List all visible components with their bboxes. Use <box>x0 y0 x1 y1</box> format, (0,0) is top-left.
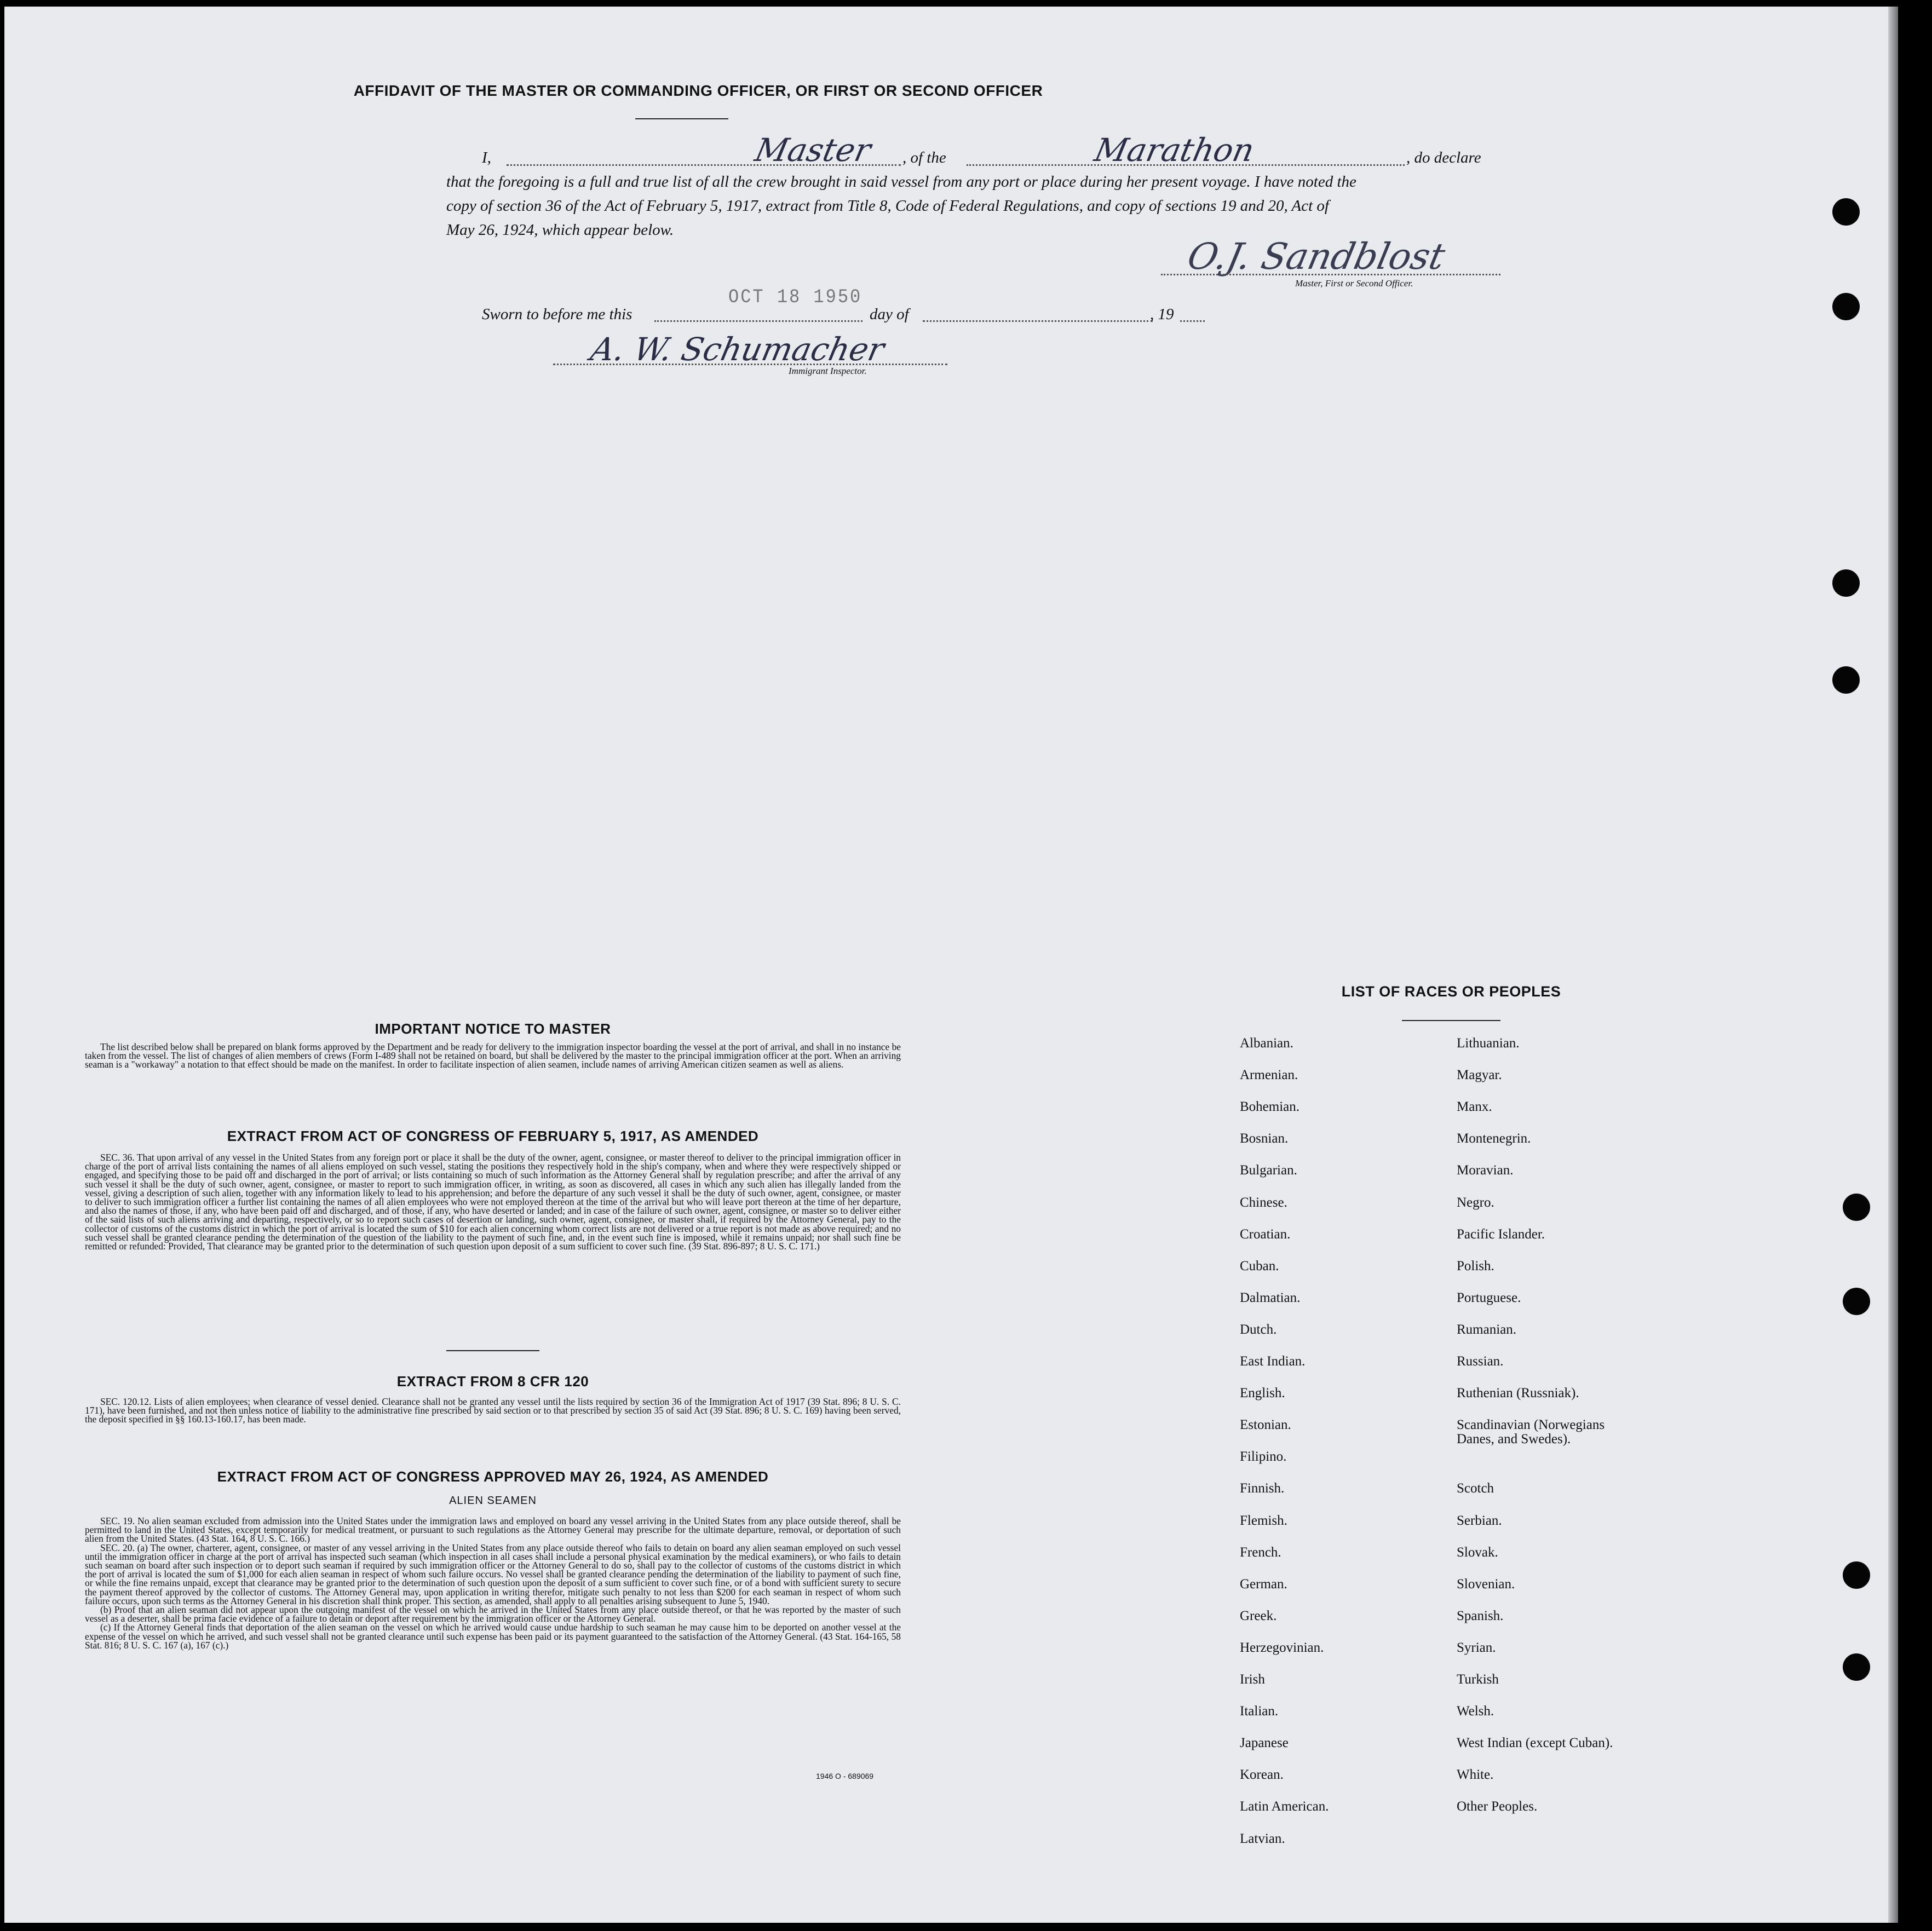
race-entry: Bohemian. <box>1240 1099 1300 1114</box>
inspector-signature: A. W. Schumacher <box>587 331 888 368</box>
affidavit-line-2: that the foregoing is a full and true list of all the crew brought in said vessel from any port or place during her present voyage. I have noted the <box>446 173 1356 191</box>
race-entry: Dalmatian. <box>1240 1290 1301 1305</box>
race-entry: Montenegrin. <box>1457 1131 1531 1146</box>
year-blank <box>1180 320 1205 322</box>
master-signature: O.J. Sandblost <box>1183 235 1449 278</box>
race-entry: Armenian. <box>1240 1068 1298 1082</box>
race-entry: Portuguese. <box>1457 1290 1521 1305</box>
race-entry: Cuban. <box>1240 1259 1279 1273</box>
race-entry: Negro. <box>1457 1195 1494 1210</box>
punch-hole <box>1843 1561 1870 1589</box>
extract-1924-title: EXTRACT FROM ACT OF CONGRESS APPROVED MAY 26, 1924, AS AMENDED <box>217 1468 769 1485</box>
race-entry: East Indian. <box>1240 1354 1306 1369</box>
race-entry: Korean. <box>1240 1767 1284 1782</box>
race-entry: Serbian. <box>1457 1513 1502 1528</box>
punch-hole <box>1843 1653 1870 1681</box>
inspector-line <box>553 364 947 365</box>
master-handwritten: Master <box>751 131 875 169</box>
race-entry: Slovenian. <box>1457 1577 1515 1592</box>
race-entry: Turkish <box>1457 1672 1499 1687</box>
race-entry: West Indian (except Cuban). <box>1457 1736 1613 1750</box>
race-entry: Croatian. <box>1240 1227 1291 1242</box>
affidavit-i: I, <box>482 149 491 166</box>
section-20c-paragraph: (c) If the Attorney General finds that deportation of the alien seaman on the vessel on which he arrived would cause undue hardship to such seaman he may cause him to be deported on another vessel at the expense of the vessel on which he arrived, and such vessel shall not be granted clearance until such expense has been paid or its payment guaranteed to the satisfaction of the Attorney General. (43 Stat. 164-165, 58 Stat. 816; 8 U. S. C. 167 (a), 167 (c).) <box>85 1622 901 1651</box>
month-blank <box>923 320 1153 322</box>
races-title-rule <box>1402 1020 1500 1021</box>
page-edge-shadow <box>1888 7 1898 1923</box>
race-entry: Finnish. <box>1240 1481 1285 1496</box>
punch-hole <box>1843 1288 1870 1315</box>
sworn-day-blank <box>654 320 863 322</box>
race-entry: Italian. <box>1240 1704 1279 1719</box>
race-entry: Chinese. <box>1240 1195 1287 1210</box>
race-entry: Slovak. <box>1457 1545 1498 1560</box>
punch-hole <box>1832 293 1860 320</box>
race-entry: White. <box>1457 1767 1494 1782</box>
extract-8cfr-title: EXTRACT FROM 8 CFR 120 <box>396 1373 589 1390</box>
affidavit-title: AFFIDAVIT OF THE MASTER OR COMMANDING OFFICER, OR FIRST OR SECOND OFFICER <box>353 82 1043 99</box>
print-code: 1946 O - 689069 <box>816 1772 874 1780</box>
race-entry: English. <box>1240 1386 1285 1400</box>
race-entry: Magyar. <box>1457 1068 1502 1082</box>
signature-line <box>1161 274 1500 275</box>
race-entry: Other Peoples. <box>1457 1799 1538 1814</box>
sworn-text: Sworn to before me this <box>482 305 633 323</box>
year-text: , 19 <box>1150 305 1174 323</box>
race-entry: German. <box>1240 1577 1287 1592</box>
section-20b-paragraph: (b) Proof that an alien seaman did not appear upon the outgoing manifest of the vessel on which he arrived in the United States from any place outside thereof, or that he was reported by the master of such vessel as a deserter, shall be prima facie evidence of a failure to detain or deport after requirement by the immigration officer or the Attorney General. <box>85 1604 901 1624</box>
race-entry: Rumanian. <box>1457 1322 1517 1337</box>
race-entry: Bosnian. <box>1240 1131 1289 1146</box>
day-of-text: day of <box>870 305 909 323</box>
extract-1924-body <box>85 1517 901 1650</box>
title-rule <box>635 118 728 119</box>
race-entry: Bulgarian. <box>1240 1163 1297 1178</box>
race-entry: Ruthenian (Russniak). <box>1457 1386 1579 1400</box>
alien-seamen-subtitle: ALIEN SEAMEN <box>449 1495 537 1507</box>
section-rule <box>446 1350 539 1351</box>
extract-1917-body <box>85 1153 901 1250</box>
signature-caption: Master, First or Second Officer. <box>1295 278 1413 289</box>
race-entry: Scandinavian (Norwegians Danes, and Swedes). <box>1457 1417 1605 1446</box>
extract-8cfr-body <box>85 1397 901 1424</box>
race-entry: Manx. <box>1457 1099 1492 1114</box>
section-120-paragraph: SEC. 120.12. Lists of alien employees; when clearance of vessel denied. Clearance shall not be granted any vessel until the lists required by section 36 of the Immigration Act of 1917 (39 Stat. 896; 8 U. S. C. 171), have been furnished, and not then unless notice of liability to the administrative fine prescribed by said section or to that prescribed by section 35 of said Act (39 Stat. 896; 8 U. S. C. 169) having been served, the deposit specified in §§ 160.13-160.17, has been made. <box>85 1396 901 1425</box>
punch-hole <box>1832 198 1860 226</box>
races-title: LIST OF RACES OR PEOPLES <box>1341 983 1561 1000</box>
race-entry: Greek. <box>1240 1609 1277 1623</box>
punch-hole <box>1832 569 1860 597</box>
race-entry: Spanish. <box>1457 1609 1504 1623</box>
race-entry: Herzegovinian. <box>1240 1640 1324 1655</box>
race-entry: Filipino. <box>1240 1449 1287 1464</box>
race-entry: Albanian. <box>1240 1036 1293 1051</box>
race-entry: Irish <box>1240 1672 1265 1687</box>
affidavit-of-the: , of the <box>902 149 946 166</box>
race-entry: Lithuanian. <box>1457 1036 1520 1051</box>
race-entry: French. <box>1240 1545 1281 1560</box>
affidavit-line-4: May 26, 1924, which appear below. <box>446 221 674 239</box>
race-entry: Scotch <box>1457 1481 1494 1496</box>
race-entry: Welsh. <box>1457 1704 1494 1719</box>
race-entry: Latvian. <box>1240 1831 1285 1846</box>
race-entry: Estonian. <box>1240 1417 1291 1432</box>
race-entry: Russian. <box>1457 1354 1504 1369</box>
section-36-paragraph: SEC. 36. That upon arrival of any vessel in the United States from any foreign port or place it shall be the duty of the owner, agent, consignee, or master thereof to deliver to the principal immigration officer in charge of the port of arrival lists containing the names of all aliens employed on such vessel, stating the positions they respectively hold in the ship's company, when and where they were respectively shipped or engaged, and specifying those to be paid off and discharged in the port of arrival; or lists containing so much of such information as the Attorney General shall by regulation prescribe; and after the arrival of any such vessel it shall be the duty of such owner, agent, consignee, or master to report to such immigration officer, in writing, as soon as discovered, all cases in which any such alien has illegally landed from the vessel, giving a description of such alien, together with any information likely to lead to his apprehension; and before the departure of any such vessel it shall be the duty of such owner, agent, consignee, or master to deliver to such immigration officer a further list containing the names of all alien employees who were not employed thereon at the time of the arrival but who will leave port thereon at the time of her departure, and also the names of those, if any, who have been paid off and discharged, and of those, if any, who have deserted or landed; and in case of the failure of such owner, agent, consignee, or master so to deliver either of the said lists of such aliens arriving and departing, respectively, or so to report such cases of desertion or landing, such owner, agent, consignee, or master shall, if required by the Attorney General, pay to the collector of customs of the customs district in which the port of arrival is located the sum of $10 for each alien concerning whom correct lists are not delivered or a true report is not made as above required; and no such vessel shall be granted clearance pending the determination of the question of the liability to the payment of such fine, and, in the event such fine is imposed, while it remains unpaid; nor shall such fine be remitted or refunded: Provided, That clearance may be granted prior to the determination of such question upon deposit of a sum sufficient to cover such fine. (39 Stat. 896-897; 8 U. S. C. 171.) <box>85 1152 901 1252</box>
section-19-paragraph: SEC. 19. No alien seaman excluded from admission into the United States under the immigration laws and employed on board any vessel arriving in the United States from any place outside thereof, shall be permitted to land in the United States, except temporarily for medical treatment, or pursuant to such regulations as the Attorney General may prescribe for the ultimate departure, removal, or deportation of such alien from the United States. (43 Stat. 164, 8 U. S. C. 166.) <box>85 1515 901 1544</box>
notice-body <box>85 1042 901 1069</box>
race-entry: Moravian. <box>1457 1163 1514 1178</box>
race-entry: Pacific Islander. <box>1457 1227 1545 1242</box>
section-20a-paragraph: SEC. 20. (a) The owner, charterer, agent, consignee, or master of any vessel arriving in the United States from any place outside thereof who fails to detain on board any alien seaman employed on such vessel until the immigration officer in charge at the port of arrival has inspected such seaman (which inspection in all cases shall include a personal physical examination by the medical examiners), or who fails to detain such seaman on board after such inspection or to deport such seaman if required by such immigration officer or the Attorney General to do so, shall pay to the collector of customs of the customs district in which the port of arrival is located the sum of $1,000 for each alien seaman in respect of whom such failure occurs. No vessel shall be granted clearance pending the determination of the liability to payment of such fine, or while the fine remains unpaid, except that clearance may be granted prior to the determination of such question upon the deposit of a sum sufficient to cover such fine, or of a bond with sufficient surety to secure the payment thereof approved by the collector of customs. The Attorney General may, upon application in writing therefor, mitigate such penalty to not less than $200 for each seaman in respect of whom such failure occurs, upon such terms as the Attorney General in his discretion shall think proper. This section, as amended, shall apply to all penalties arising subsequent to June 5, 1940. <box>85 1542 901 1606</box>
notice-title: IMPORTANT NOTICE TO MASTER <box>375 1021 611 1037</box>
punch-hole <box>1843 1194 1870 1221</box>
extract-1917-title: EXTRACT FROM ACT OF CONGRESS OF FEBRUARY 5, 1917, AS AMENDED <box>227 1128 759 1144</box>
race-entry: Dutch. <box>1240 1322 1277 1337</box>
race-entry: Polish. <box>1457 1259 1494 1273</box>
race-entry: Syrian. <box>1457 1640 1496 1655</box>
date-stamp: OCT 18 1950 <box>728 286 863 308</box>
affidavit-line-3: copy of section 36 of the Act of February 5, 1917, extract from Title 8, Code of Federal Regulations, and copy of sections 19 and 20, Act of <box>446 197 1329 215</box>
race-entry: Flemish. <box>1240 1513 1287 1528</box>
inspector-caption: Immigrant Inspector. <box>789 366 867 376</box>
race-entry: Japanese <box>1240 1736 1289 1750</box>
affidavit-declare: , do declare <box>1406 149 1481 166</box>
notice-paragraph: The list described below shall be prepared on blank forms approved by the Department and be ready for delivery to the immigration inspector boarding the vessel at the port of arrival, and shall in no instance be taken from the vessel. The list of changes of alien members of crews (Form I-489 shall not be retained on board, but shall be delivered by the master to the principal immigration officer at the port. When an arriving seaman is a "workaway" a notation to that effect should be made on the manifest. In order to facilitate inspection of alien seamen, include names of arriving American citizen seamen as well as aliens. <box>85 1041 901 1070</box>
punch-hole <box>1832 666 1860 694</box>
vessel-handwritten: Marathon <box>1091 131 1258 169</box>
race-entry: Latin American. <box>1240 1799 1329 1814</box>
